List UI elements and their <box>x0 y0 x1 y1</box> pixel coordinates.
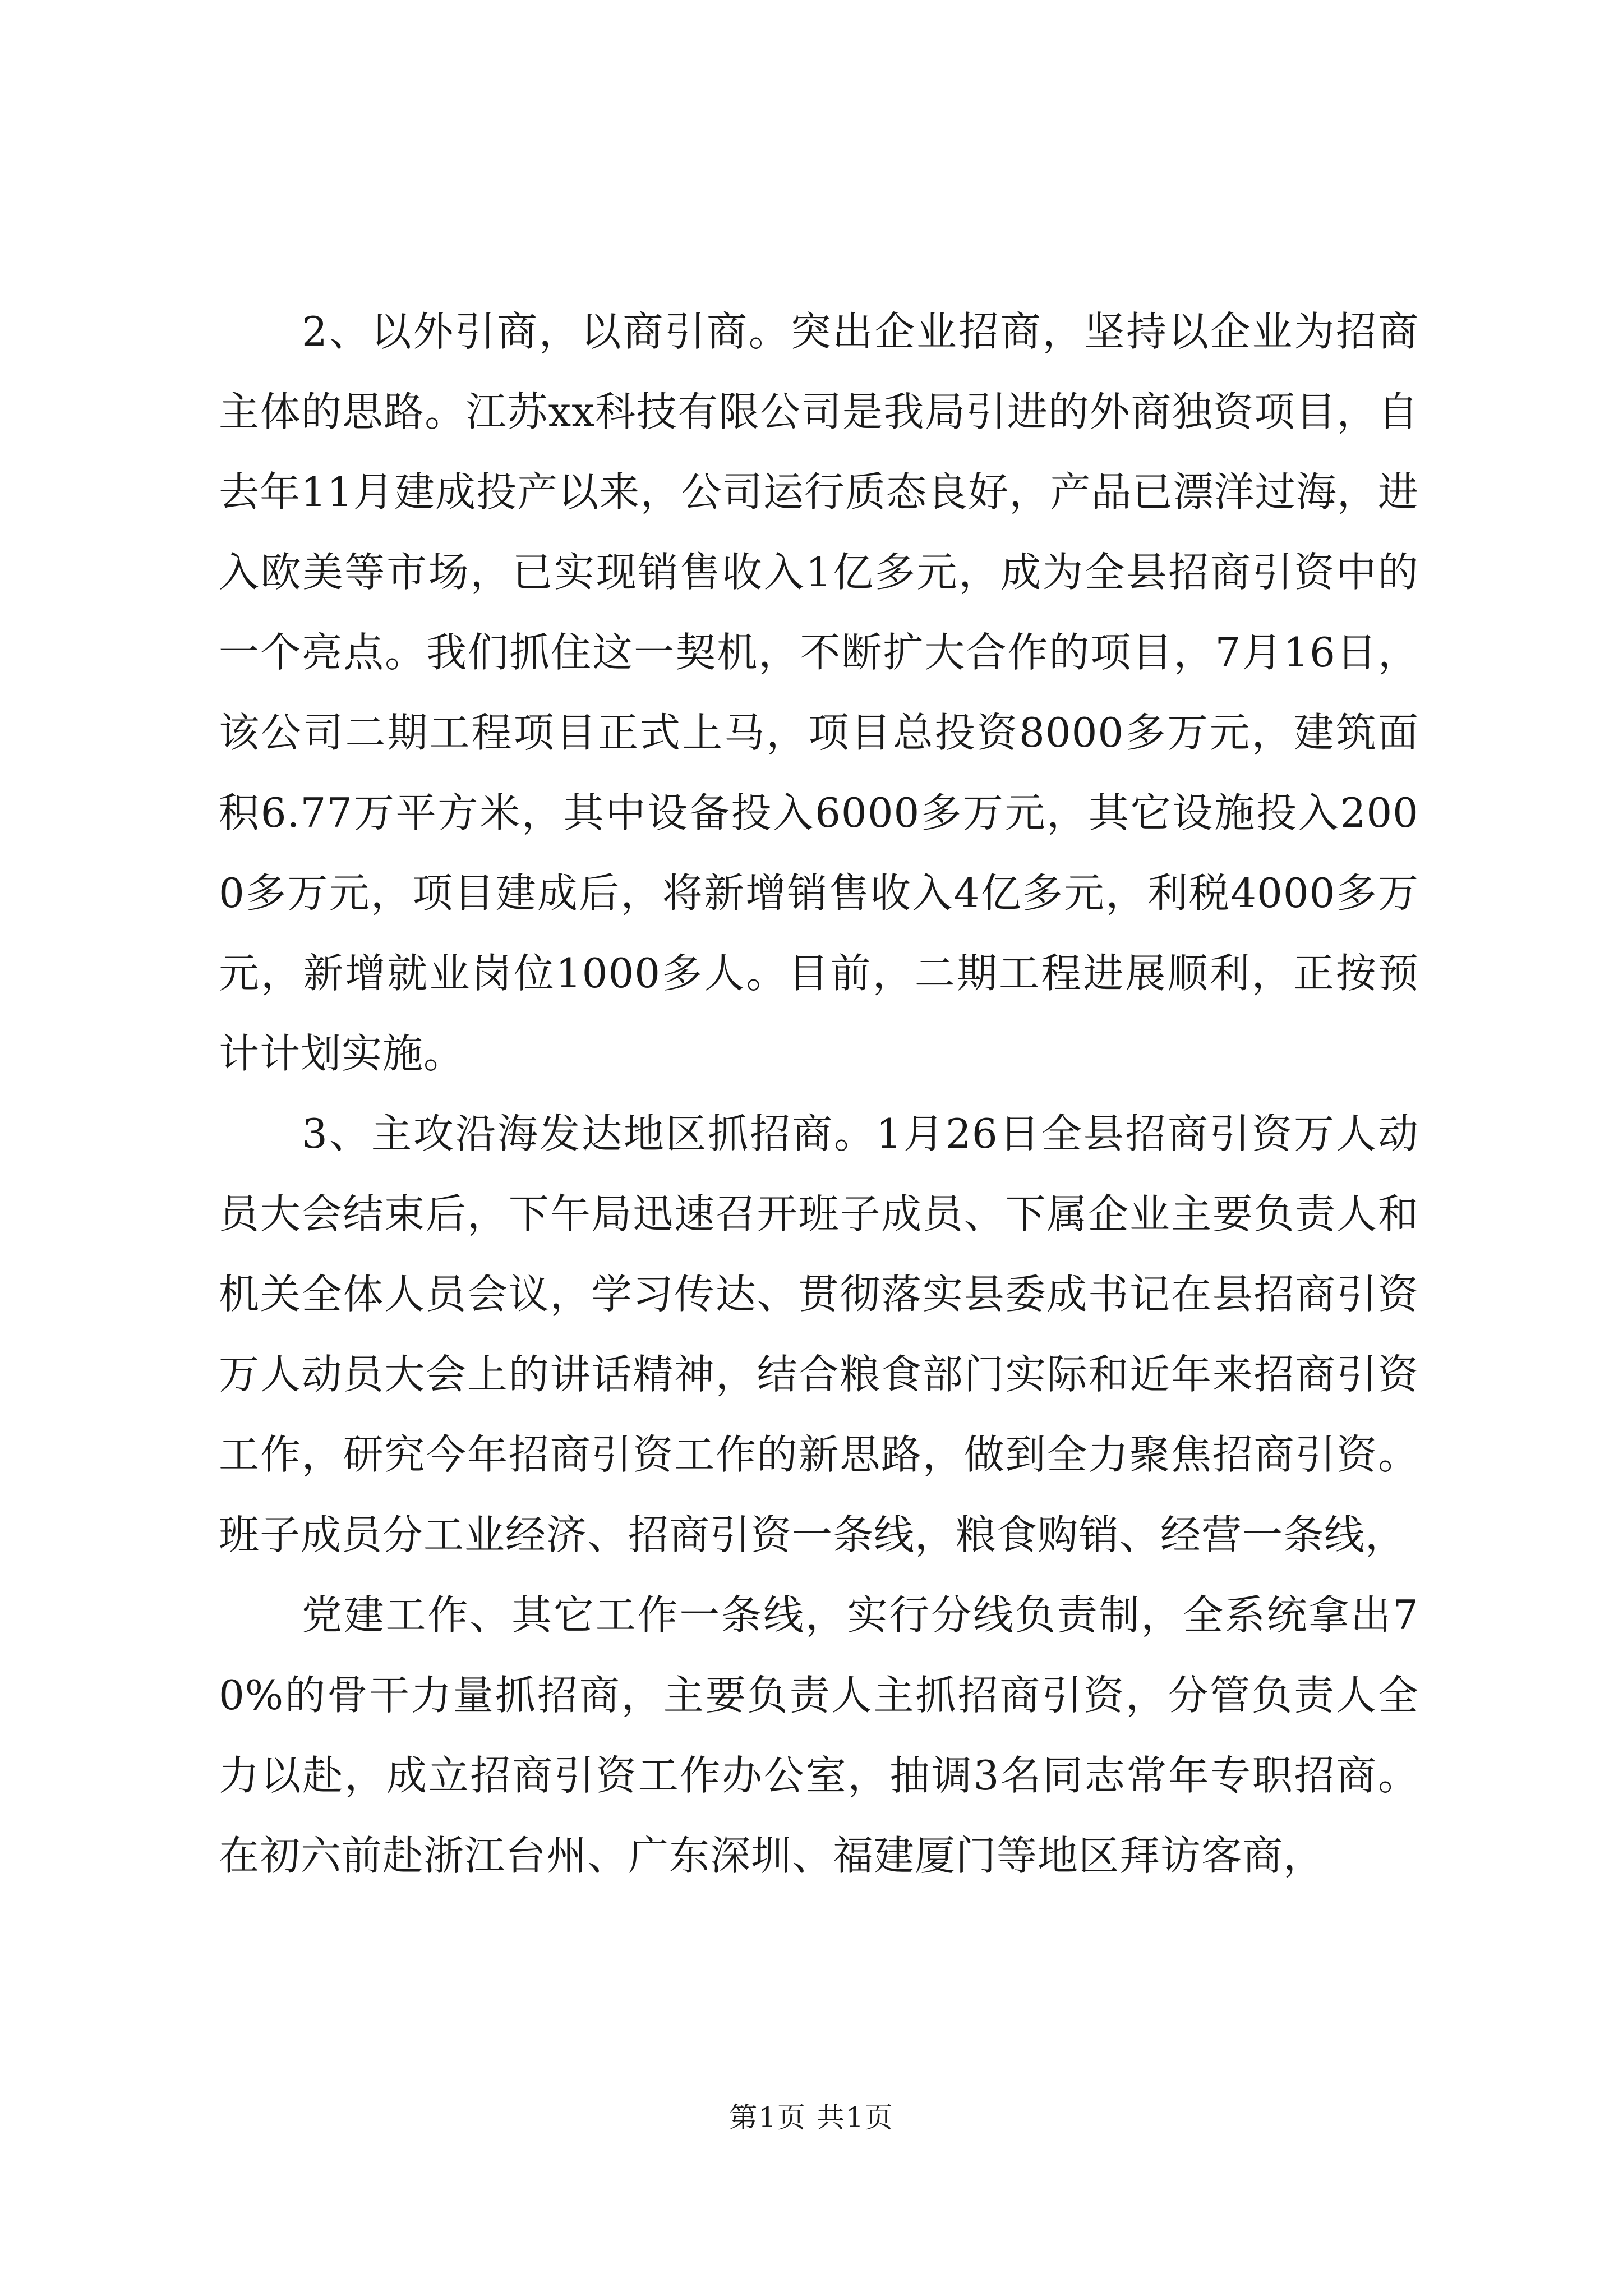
paragraph-responsibility-system: 党建工作、其它工作一条线，实行分线负责制，全系统拿出70%的骨干力量抓招商，主要负责人主抓招商引资，分管负责人全力以赴，成立招商引资工作办公室，抽调3名同志常年专职招商。在初六前赴浙江台州、广东深圳、福建厦门等地区拜访客商， <box>219 1591 1419 1879</box>
document-body <box>219 292 1419 1896</box>
paragraph-investment-by-enterprise: 2、以外引商，以商引商。突出企业招商，坚持以企业为招商主体的思路。江苏xx科技有限公司是我局引进的外商独资项目，自去年11月建成投产以来，公司运行质态良好，产品已漂洋过海，进入欧美等市场，已实现销售收入1亿多元，成为全县招商引资中的一个亮点。我们抓住这一契机，不断扩大合作的项目，7月16日，该公司二期工程项目正式上马，项目总投资8000多万元，建筑面积6.77万平方米，其中设备投入6000多万元，其它设施投入2000多万元，项目建成后，将新增销售收入4亿多元，利税4000多万元，新增就业岗位1000多人。目前，二期工程进展顺利，正按预计计划实施。 <box>219 308 1419 1077</box>
page-footer: 第1页 共1页 <box>729 2101 894 2134</box>
paragraph-coastal-investment: 3、主攻沿海发达地区抓招商。1月26日全县招商引资万人动员大会结束后，下午局迅速召开班子成员、下属企业主要负责人和机关全体人员会议，学习传达、贯彻落实县委成书记在县招商引资万人动员大会上的讲话精神，结合粮食部门实际和近年来招商引资工作，研究今年招商引资工作的新思路，做到全力聚焦招商引资。班子成员分工业经济、招商引资一条线，粮食购销、经营一条线， <box>219 1110 1419 1558</box>
